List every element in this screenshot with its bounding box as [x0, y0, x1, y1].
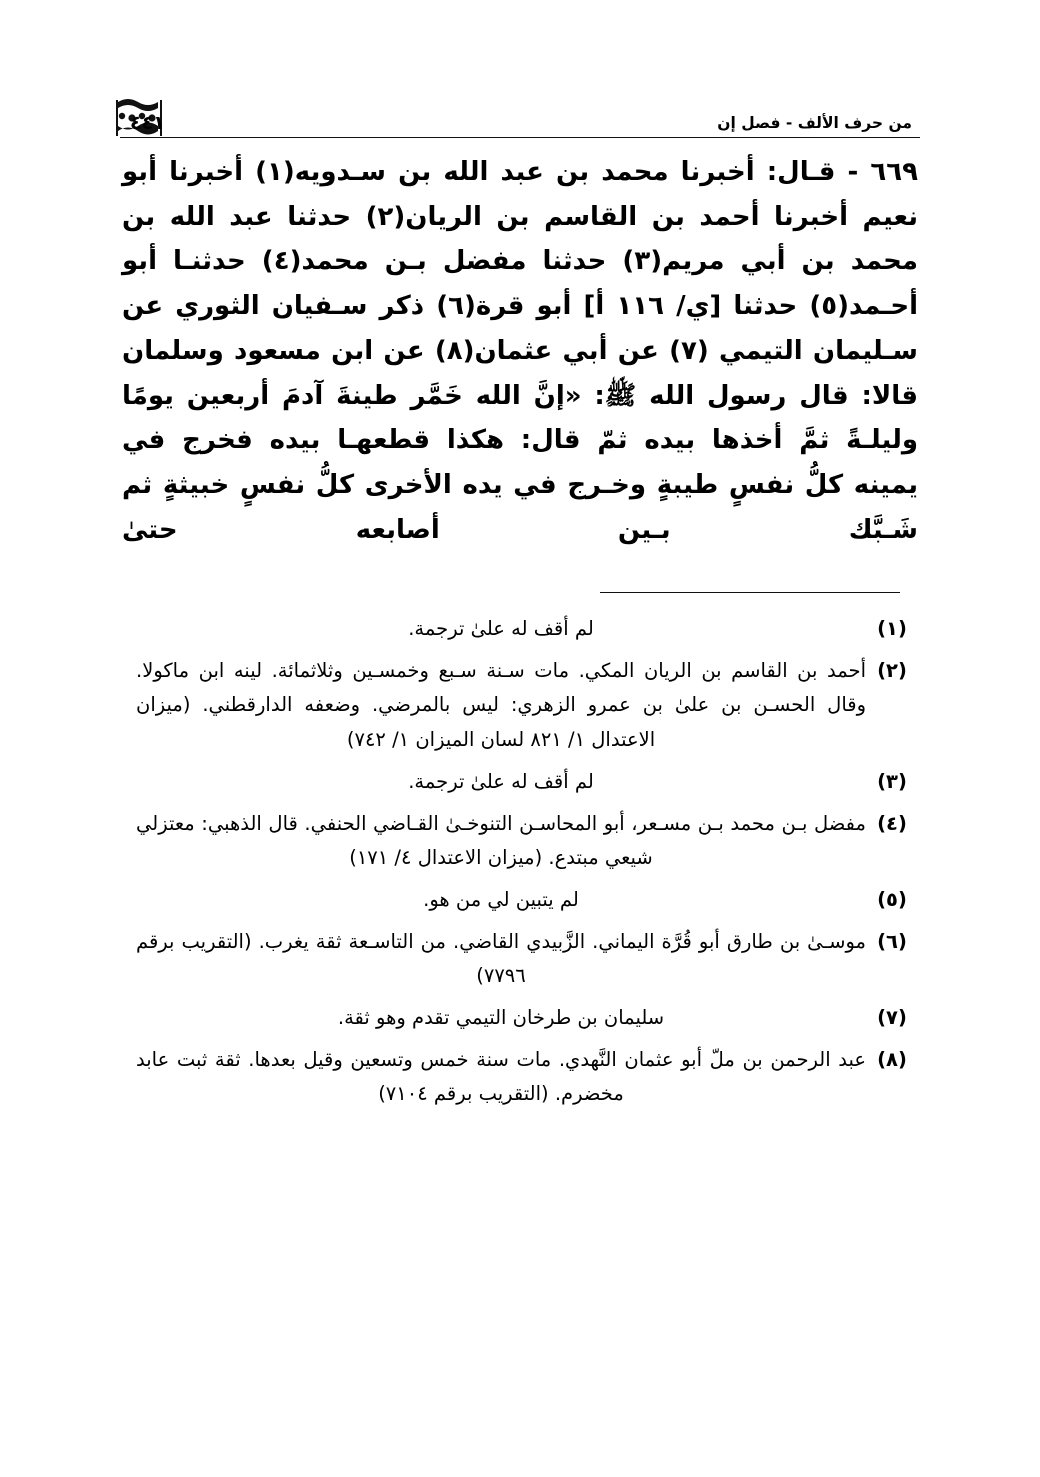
footnote-marker: (٦): [877, 929, 907, 953]
page-header: [120, 96, 920, 138]
footnote-item: [130, 612, 918, 647]
hadith-text: «إنَّ الله خَمَّر طينةَ آدمَ أربعين يومًا وليلـةً ثمَّ أخذها بيده ثمّ قال: هكذا قطعهـا بيده فخرج في يمينه كلُّ نفسٍ طيبةٍ وخـرج في يده الأخرى كلُّ نفسٍ خبيثةٍ ثم شَـبَّك بـين أصابعه حتىٰ: [122, 380, 918, 545]
footnote-text: لم أقف له علىٰ ترجمة.: [408, 617, 594, 640]
footnote-marker: (١): [877, 617, 907, 640]
isnad-paragraph: ٦٦٩ - قـال: أخبرنا محمد بن عبد الله بن سـدويه(١) أخبرنا أبو نعيم أخبرنا أحمد بن القاسم بن الريان(٢) حدثنا عبد الله بن محمد بن أبي مريم(٣) حدثنا مفضل بـن محمد(٤) حدثنـا أبو أحـمد(٥) حدثنا [ي/ ١١٦ أ] أبو قرة(٦) ذكر سـفيان الثوري عن سـليمان التيمي (٧) عن أبي عثمان(٨) عن ابن مسعود وسلمان قالا: قال رسول الله ﷺ:: [122, 157, 919, 411]
footnote-item: [130, 1001, 918, 1036]
footnote-marker: (٢): [877, 658, 907, 682]
footnote-text: أحمد بن القاسم بن الريان المكي. مات سـنة سـبع وخمسـين وثلاثمائة. لينه ابن ماكولا. وقال الحسـن بن علىٰ بن عمرو الزهري: ليس بالمرضي. وضعفه الدارقطني. (ميزان الاعتدال ١/ ٨٢١ لسان الميزان ١/ ٧٤٢): [136, 658, 866, 752]
footnote-text: مفضل بـن محمد بـن مسـعر، أبو المحاسـن التنوخـىٰ القـاضي الحنفي. قال الذهبي: معتزلي شيعي مبتدع. (ميزان الاعتدال ٤/ ١٧١): [136, 811, 866, 870]
footnote-marker: (٨): [877, 1047, 907, 1071]
footnote-item: [130, 807, 918, 876]
header-divider: [120, 137, 920, 138]
footnote-text: سليمان بن طرخان التيمي تقدم وهو ثقة.: [337, 1006, 665, 1030]
footnote-text: موسـىٰ بن طارق أبو قُرَّة اليماني. الزَّبيدي القاضي. من التاسـعة ثقة يغرب. (التقريب برقم ٧٧٩٦): [136, 929, 866, 988]
main-text-block: [122, 150, 918, 552]
footnotes-block: [130, 612, 918, 1119]
footnote-item: [130, 765, 918, 800]
footnote-marker: (٧): [877, 1006, 907, 1030]
page-number: ٤٤١: [130, 112, 165, 134]
footnote-item: [130, 925, 918, 994]
footnote-marker: (٤): [877, 811, 907, 835]
footnote-text: لم أقف له علىٰ ترجمة.: [408, 769, 594, 793]
footnote-marker: (٣): [877, 769, 907, 793]
footnote-item: [130, 883, 918, 918]
footnote-item: [130, 1043, 918, 1112]
footnote-item: [130, 654, 918, 758]
footnote-separator: [600, 592, 900, 593]
header-title: من حرف الألف - فصل إن: [717, 114, 912, 132]
footnote-text: لم يتبين لي من هو.: [423, 887, 579, 911]
footnote-text: عبد الرحمن بن ملّ أبو عثمان النَّهدي. مات سنة خمس وتسعين وقيل بعدها. ثقة ثبت عابد مخضرم. (التقريب برقم ٧١٠٤): [136, 1047, 866, 1106]
footnote-marker: (٥): [877, 887, 907, 911]
